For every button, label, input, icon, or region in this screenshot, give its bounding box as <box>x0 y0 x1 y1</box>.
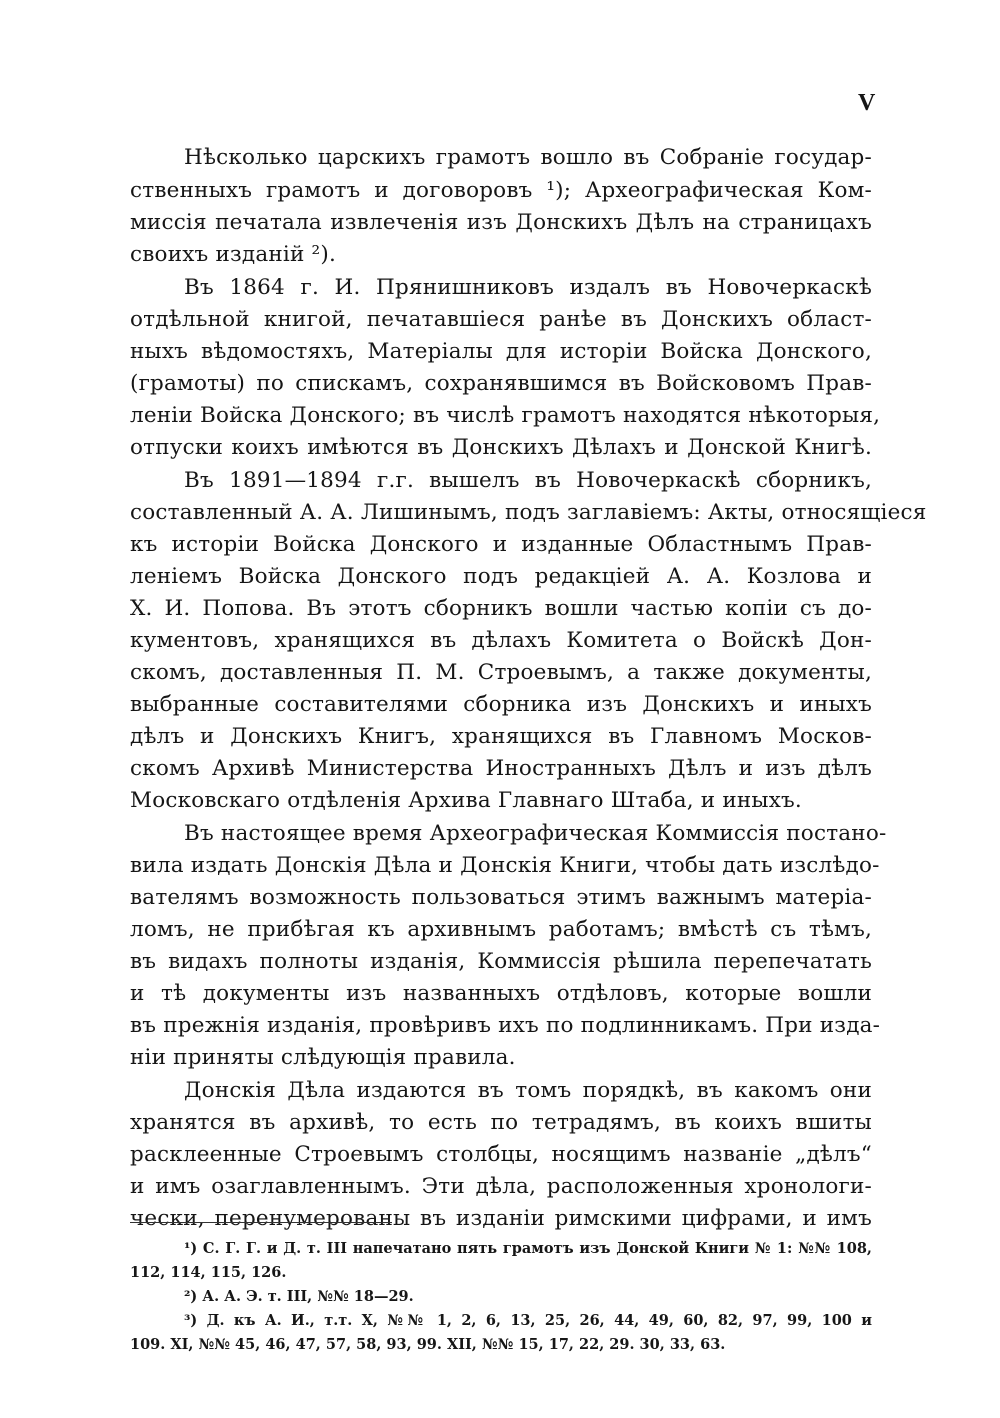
text-line: отдѣльной книгой, печатавшіеся ранѣе въ Донскихъ област- <box>130 307 872 332</box>
text-line: и имъ озаглавленнымъ. Эти дѣла, расположенныя хронологи- <box>130 1174 872 1199</box>
text-line: Х. И. Попова. Въ этотъ сборникъ вошли частью копіи съ до- <box>130 596 872 621</box>
footnote-divider <box>130 1222 392 1223</box>
text-line: отпуски коихъ имѣются въ Донскихъ Дѣлахъ и Донской Книгѣ. <box>130 435 872 460</box>
footnote-line: 112, 114, 115, 126. <box>130 1264 287 1281</box>
text-line: расклеенные Строевымъ столбцы, носящимъ названіе „дѣлъ“ <box>130 1142 872 1167</box>
text-line: Въ настоящее время Археографическая Коммиссія постано- <box>184 821 887 846</box>
text-line: выбранные составителями сборника изъ Донскихъ и иныхъ <box>130 692 872 717</box>
text-line: ломъ, не прибѣгая къ архивнымъ работамъ; вмѣстѣ съ тѣмъ, <box>130 917 872 942</box>
text-line: Донскія Дѣла издаются въ томъ порядкѣ, въ какомъ они <box>184 1078 872 1103</box>
text-line: ныхъ вѣдомостяхъ, Матеріалы для исторіи Войска Донского, <box>130 339 872 364</box>
text-line: скомъ, доставленныя П. М. Строевымъ, а также документы, <box>130 660 872 685</box>
footnote-line: 109. XI, №№ 45, 46, 47, 57, 58, 93, 99. XII, №№ 15, 17, 22, 29. 30, 33, 63. <box>130 1336 726 1353</box>
text-line: составленный А. А. Лишинымъ, подъ заглавіемъ: Акты, относящіеся <box>130 500 927 525</box>
text-line: своихъ изданій ²). <box>130 242 336 267</box>
text-line: и тѣ документы изъ названныхъ отдѣловъ, которые вошли <box>130 981 872 1006</box>
text-line: ніи приняты слѣдующія правила. <box>130 1045 516 1070</box>
text-line: въ прежнія изданія, провѣривъ ихъ по подлинникамъ. При изда- <box>130 1013 881 1038</box>
text-line: дѣлъ и Донскихъ Книгъ, хранящихся въ Главномъ Москов- <box>130 724 872 749</box>
footnote-line: ³) Д. къ А. И., т.т. X, №№ 1, 2, 6, 13, 25, 26, 44, 49, 60, 82, 97, 99, 100 и <box>184 1312 872 1329</box>
text-line: леніемъ Войска Донского подъ редакціей А. А. Козлова и <box>130 564 872 589</box>
text-line: вателямъ возможность пользоваться этимъ важнымъ матеріа- <box>130 885 872 910</box>
text-line: леніи Войска Донского; въ числѣ грамотъ находятся нѣкоторыя, <box>130 403 881 428</box>
text-line: Въ 1864 г. И. Прянишниковъ издалъ въ Новочеркаскѣ <box>184 275 872 300</box>
footnote-line: ¹) С. Г. Г. и Д. т. III напечатано пять грамотъ изъ Донской Книги № 1: №№ 108, <box>184 1240 872 1257</box>
page-number: V <box>858 90 876 116</box>
text-line: Нѣсколько царскихъ грамотъ вошло въ Собраніе государ- <box>184 145 872 170</box>
text-line: кументовъ, хранящихся въ дѣлахъ Комитета о Войскѣ Дон- <box>130 628 872 653</box>
text-line: ственныхъ грамотъ и договоровъ ¹); Археографическая Ком- <box>130 178 872 203</box>
text-line: скомъ Архивѣ Министерства Иностранныхъ Дѣлъ и изъ дѣлъ <box>130 756 872 781</box>
text-line: Московскаго отдѣленія Архива Главнаго Штаба, и иныхъ. <box>130 788 802 813</box>
text-line: хранятся въ архивѣ, то есть по тетрадямъ, въ коихъ вшиты <box>130 1110 872 1135</box>
text-line: вила издать Донскія Дѣла и Донскія Книги, чтобы дать изслѣдо- <box>130 853 880 878</box>
text-line: (грамоты) по спискамъ, сохранявшимся въ Войсковомъ Прав- <box>130 371 872 396</box>
text-line: въ видахъ полноты изданія, Коммиссія рѣшила перепечатать <box>130 949 872 974</box>
text-line: къ исторіи Войска Донского и изданные Областнымъ Прав- <box>130 532 872 557</box>
text-line: миссія печатала извлеченія изъ Донскихъ Дѣлъ на страницахъ <box>130 210 872 235</box>
footnote-line: ²) А. А. Э. т. III, №№ 18—29. <box>184 1288 414 1305</box>
text-line: чески, перенумерованы въ изданіи римскими цифрами, и имъ <box>130 1206 872 1231</box>
text-line: Въ 1891—1894 г.г. вышелъ въ Новочеркаскѣ сборникъ, <box>184 468 872 493</box>
